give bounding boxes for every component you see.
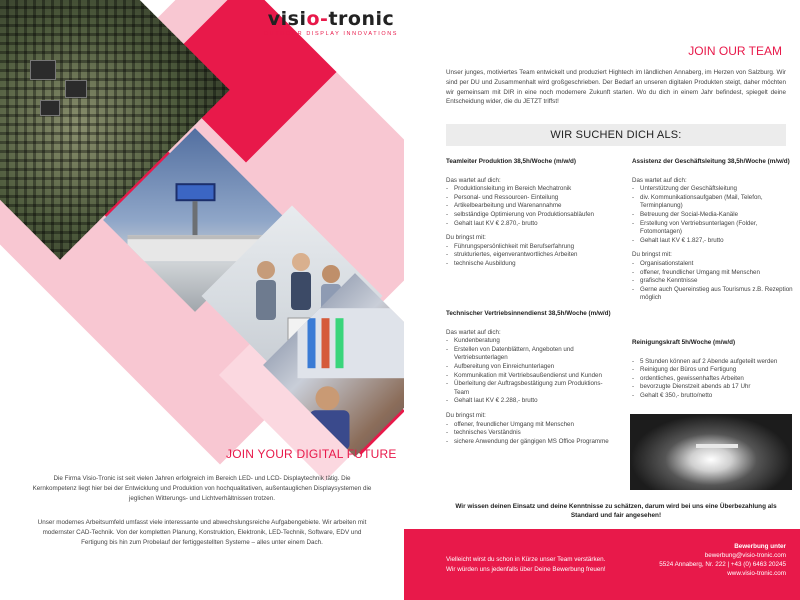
requirements-label: Du bringst mit:	[446, 411, 486, 419]
list-item: - Reinigung der Büros und Fertigung	[632, 366, 797, 375]
list-item: - Kundenberatung	[446, 337, 611, 346]
workplace-paragraph: Unser modernes Arbeitsumfeld umfasst viele interessante und abwechslungsreiche Aufgabengebiete. Wir arbeiten mit modernster CAD-Technik. Von der kompletten Planung, Konstruktion, Elektronik, LED-Technik, Software, EDV und Fertigung bis hin zum Probelauf der fertiggestellten Systeme – alles unter einem Dach.	[37, 519, 367, 546]
job-posting	[446, 158, 606, 275]
list-item: - Gehalt € 350,- brutto/netto	[632, 392, 797, 401]
list-item: - offener, freundlicher Umgang mit Menschen	[446, 421, 611, 430]
job-posting	[632, 158, 797, 309]
list-item: - Aufbereitung von Einreichunterlagen	[446, 363, 611, 372]
building-night-photo	[630, 414, 792, 490]
offer-list	[632, 358, 797, 401]
requirements-label: Du bringst mit:	[632, 251, 672, 259]
list-item: - Personal- und Ressourcen- Einteilung	[446, 194, 606, 203]
closing-statement: Wir wissen deinen Einsatz und deine Kenntnisse zu schätzen, darum wird bei uns eine Überbezahlung als Standard und fair angesehen!	[455, 503, 777, 519]
offer-list	[632, 185, 797, 245]
list-item: - 5 Stunden können auf 2 Abende aufgeteilt werden	[632, 358, 797, 367]
job-posting	[446, 310, 611, 452]
footer-bar	[404, 529, 800, 600]
list-item: - bevorzugte Dienstzeit abends ab 17 Uhr	[632, 383, 797, 392]
list-item: - Gehalt laut KV € 2.288,- brutto	[446, 397, 611, 406]
job-title: Technischer Vertriebsinnendienst 38,5h/Woche (m/w/d)	[446, 310, 611, 317]
list-item: - Organisationstalent	[632, 260, 797, 269]
list-item: - Produktionsleitung im Bereich Mechatronik	[446, 185, 606, 194]
right-heading: JOIN OUR TEAM	[688, 44, 782, 58]
offer-label: Das wartet auf dich:	[632, 176, 687, 184]
list-item: - Erstellen von Datenblättern, Angeboten und Vertriebsunterlagen	[446, 346, 611, 363]
list-item: - selbständige Optimierung von Produktionsabläufen	[446, 211, 606, 220]
list-item: - Artikelbearbeitung und Warenannahme	[446, 202, 606, 211]
list-item: - Betreuung der Social-Media-Kanäle	[632, 211, 797, 220]
footer-message-line: Vielleicht wirst du schon in Kürze unser Team verstärken.	[446, 556, 606, 563]
job-posting	[632, 339, 797, 407]
company-paragraph: Die Firma Visio-Tronic ist seit vielen Jahren erfolgreich im Bereich LED- und LCD- Displaytechnik tätig. Die Kernkompetenz liegt hier bei der Entwicklung und Produktion von hochqualitativen, außentauglichen Displaysystemen die jeglichen Witterungs- und Lichtverhältnissen trotzen.	[32, 475, 372, 502]
address-text: 5524 Annaberg, Nr. 222 | +43 (0) 6463 20245	[659, 561, 786, 568]
list-item: - Erstellung von Vertriebsunterlagen (Folder, Fotomontagen)	[632, 220, 797, 237]
building-sign	[696, 444, 738, 448]
footer-contact	[659, 542, 786, 578]
offer-list	[446, 185, 606, 228]
offer-label: Das wartet auf dich:	[446, 176, 501, 184]
right-page	[404, 0, 800, 600]
job-title: Reinigungskraft 5h/Woche (m/w/d)	[632, 339, 736, 346]
list-item: - div. Kommunikationsaufgaben (Mail, Telefon, Terminplanung)	[632, 194, 797, 211]
list-item: - offener, freundlicher Umgang mit Menschen	[632, 269, 797, 278]
application-title: Bewerbung unter	[734, 543, 786, 550]
list-item: - grafische Kenntnisse	[632, 277, 797, 286]
list-item: - Überleitung der Auftragsbestätigung zum Produktions-Team	[446, 380, 611, 397]
list-item: - Gehalt laut KV € 1.827,- brutto	[632, 237, 797, 246]
footer-message	[446, 555, 606, 575]
offer-label: Das wartet auf dich:	[446, 328, 501, 336]
left-heading: JOIN YOUR DIGITAL FUTURE	[226, 447, 397, 461]
logo-wordmark: visio-tronic	[267, 8, 395, 30]
list-item: - Gehalt laut KV € 2.870,- brutto	[446, 220, 606, 229]
list-item: - sichere Anwendung der gängigen MS Office Programme	[446, 438, 611, 447]
list-item: - technische Ausbildung	[446, 260, 606, 269]
list-item: - strukturiertes, eigenverantwortliches Arbeiten	[446, 251, 606, 260]
company-logo	[258, 8, 404, 37]
requirements-list	[632, 260, 797, 303]
logo-tagline: OUTDOOR DISPLAY INNOVATIONS	[263, 31, 399, 37]
requirements-label: Du bringst mit:	[446, 234, 486, 242]
footer-message-line: Wir würden uns jedenfalls über Deine Bewerbung freuen!	[446, 566, 606, 573]
list-item: - Führungspersönlichkeit mit Berufserfahrung	[446, 243, 606, 252]
requirements-list	[446, 421, 611, 447]
job-title: Assistenz der Geschäftsleitung 38,5h/Woche (m/w/d)	[632, 158, 790, 165]
email-link[interactable]: bewerbung@visio-tronic.com	[704, 552, 786, 559]
list-item: - Gerne auch Quereinstieg aus Tourismus z.B. Rezeption möglich	[632, 286, 797, 303]
website-link[interactable]: www.visio-tronic.com	[727, 570, 786, 577]
jobs-banner: WIR SUCHEN DICH ALS:	[446, 124, 786, 146]
list-item: - Unterstützung der Geschäftsleitung	[632, 185, 797, 194]
offer-list	[446, 337, 611, 406]
intro-paragraph: Unser junges, motiviertes Team entwickelt und produziert Hightech im ländlichen Annaberg, im Herzen von Salzburg. Wir sind per DU und Zusammenhalt wird großgeschrieben. Der Bedarf an unseren digitalen Produkten steigt, daher möchten wir gemeinsam mit DIR in eine noch modernere Zukunft starten. Wo du dich in einem Jahr befindest, spiegelt deine Entscheidung wider, die du JETZT triffst!	[446, 69, 786, 106]
list-item: - technisches Verständnis	[446, 429, 611, 438]
job-title: Teamleiter Produktion 38,5h/Woche (m/w/d)	[446, 158, 576, 165]
list-item: - Kommunikation mit Vertriebsaußendienst und Kunden	[446, 372, 611, 381]
requirements-list	[446, 243, 606, 269]
list-item: - ordentliches, gewissenhaftes Arbeiten	[632, 375, 797, 384]
